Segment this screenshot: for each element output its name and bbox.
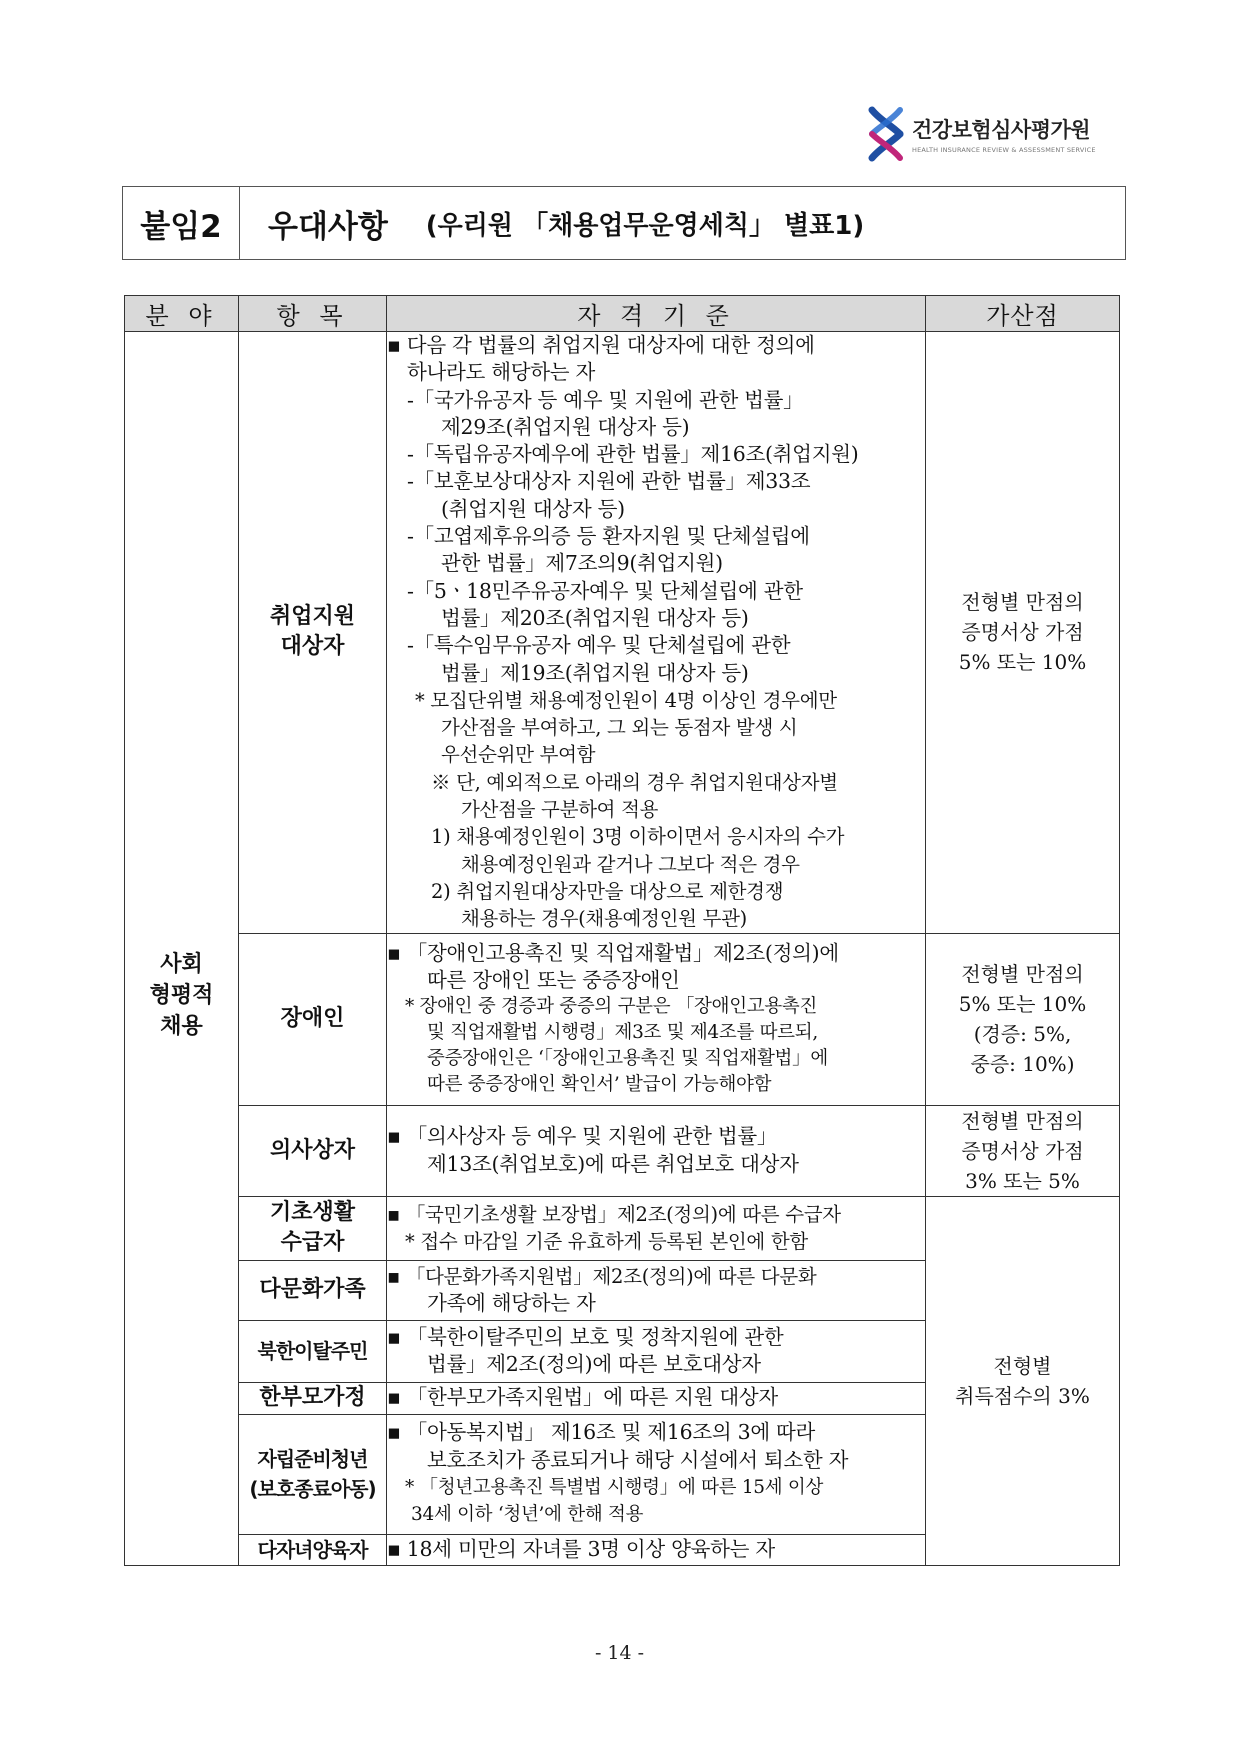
criteria-line: -「국가유공자 등 예우 및 지원에 관한 법률」 [407,387,804,412]
criteria-line: -「고엽제후유의증 등 환자지원 및 단체설립에 [407,524,810,549]
points-line: 전형별 만점의 [961,962,1084,987]
criteria-line: 법률」제2조(정의)에 따른 보호대상자 [427,1352,761,1377]
document-title [240,187,864,259]
criteria-line: 가족에 해당하는 자 [427,1291,596,1316]
criteria-line: 따른 장애인 또는 중증장애인 [427,968,680,993]
criteria-line: (취업지원 대상자 등) [441,496,625,521]
table-header-row [125,296,1120,332]
criteria-note: 가산점을 부여하고, 그 외는 동점자 발생 시 [441,716,798,740]
criteria-line: ▪ 「다문화가족지원법」제2조(정의)에 따른 다문화 [387,1264,817,1288]
field-line: 채용 [160,1014,203,1040]
page-number: - 14 - [594,1642,645,1664]
criteria-note: 채용하는 경우(채용예정인원 무관) [461,907,747,931]
criteria-line: ▪ 다음 각 법률의 취업지원 대상자에 대한 정의에 [387,333,815,357]
title-main: 우대사항 [268,208,388,245]
header-points: 가산점 [926,296,1120,332]
criteria-line: 제13조(취업보호)에 따른 취업보호 대상자 [427,1151,799,1176]
criteria-line: ▪ 「장애인고용촉진 및 직업재활법」제2조(정의)에 [387,940,839,965]
criteria-line: -「독립유공자예우에 관한 법률」제16조(취업지원) [407,442,859,467]
criteria-note: 채용예정인원과 같거나 그보다 적은 경우 [461,852,800,876]
item-disabled [239,933,387,1105]
item-basic-livelihood [239,1196,387,1260]
points-line: (경증: 5%, [973,1022,1072,1047]
item-line: 수급자 [280,1230,345,1256]
points-employment-support [926,332,1120,934]
criteria-line: 보호조치가 종료되거나 해당 시설에서 퇴소한 자 [427,1447,849,1472]
criteria-multicultural-family [387,1260,926,1320]
criteria-line: ▪ 「아동복지법」 제16조 및 제16조의 3에 따라 [387,1420,816,1445]
item-multicultural-family [239,1260,387,1320]
item-line: 취업지원 [269,604,355,630]
attachment-number: 붙임2 [123,187,240,259]
points-line: 취득점수의 3% [955,1383,1090,1408]
item-multi-child-parent [239,1534,387,1565]
points-line: 5% 또는 10% [958,650,1087,675]
criteria-multi-child-parent [387,1534,926,1565]
item-line: 장애인 [280,1006,345,1032]
hira-logo-icon [866,106,906,162]
criteria-note: ※ 단, 예외적으로 아래의 경우 취업지원대상자별 [431,770,838,794]
table-row [125,1196,1120,1260]
criteria-line: ▪ 「한부모가족지원법」에 따른 지원 대상자 [387,1385,778,1410]
criteria-note: * 장애인 중 경증과 중증의 구분은 「장애인고용촉진 [405,996,818,1018]
criteria-line: 법률」제20조(취업지원 대상자 등) [441,605,749,630]
points-disabled [926,933,1120,1105]
points-righteous-casualty [926,1105,1120,1196]
criteria-note: * 「청년고용촉진 특별법 시행령」에 따른 15세 이상 [405,1477,824,1499]
field-line: 형평적 [149,983,214,1009]
field-social-equity [125,332,239,1566]
item-line: 다자녀양육자 [257,1537,368,1562]
criteria-righteous-casualty [387,1105,926,1196]
criteria-line: 제29조(취업지원 대상자 등) [441,414,690,439]
criteria-disabled [387,933,926,1105]
criteria-note: 중증장애인은 ‘「장애인고용촉진 및 직업재활법」에 [427,1048,828,1070]
criteria-note: * 접수 마감일 기준 유효하게 등록된 본인에 한함 [405,1230,808,1254]
item-line: (보호종료아동) [249,1477,376,1502]
criteria-north-korean-defector [387,1320,926,1382]
criteria-employment-support [387,332,926,934]
header-item: 항 목 [239,296,387,332]
criteria-note: 1) 채용예정인원이 3명 이하이면서 응시자의 수가 [431,825,845,849]
criteria-line: ▪ 「의사상자 등 예우 및 지원에 관한 법률」 [387,1124,778,1149]
criteria-note: 우선순위만 부여함 [441,743,596,767]
item-righteous-casualty [239,1105,387,1196]
criteria-line: -「특수임무유공자 예우 및 단체설립에 관한 [407,633,791,658]
criteria-note: 2) 취업지원대상자만을 대상으로 제한경쟁 [431,879,784,903]
points-line: 전형별 만점의 [961,590,1084,615]
criteria-line: -「보훈보상대상자 지원에 관한 법률」제33조 [407,469,811,494]
points-line: 전형별 만점의 [961,1108,1084,1133]
item-line: 한부모가정 [259,1385,366,1411]
table-row [125,933,1120,1105]
item-line: 기초생활 [269,1200,355,1226]
criteria-single-parent [387,1382,926,1414]
criteria-line: -「5ㆍ18민주유공자예우 및 단체설립에 관한 [407,578,803,603]
criteria-note: 및 직업재활법 시행령」제3조 및 제4조를 따르되, [427,1022,818,1044]
criteria-note: 34세 이하 ‘청년’에 한해 적용 [411,1504,644,1526]
item-employment-support [239,332,387,934]
points-line: 증명서상 가점 [961,1138,1084,1163]
item-single-parent [239,1382,387,1414]
criteria-line: 하나라도 해당하는 자 [407,360,595,385]
header-criteria: 자 격 기 준 [387,296,926,332]
field-line: 사회 [160,952,203,978]
criteria-basic-livelihood [387,1196,926,1260]
points-line: 전형별 [993,1353,1052,1378]
header-field: 분 야 [125,296,239,332]
points-line: 3% 또는 5% [965,1168,1080,1193]
document-title-box [122,186,1126,260]
criteria-youth-independence [387,1414,926,1534]
criteria-line: 관한 법률」제7조의9(취업지원) [441,551,723,576]
criteria-note: 가산점을 구분하여 적용 [461,798,659,822]
item-north-korean-defector [239,1320,387,1382]
item-line: 의사상자 [269,1137,355,1163]
item-line: 대상자 [280,634,345,660]
item-youth-independence [239,1414,387,1534]
points-line: 5% 또는 10% [958,992,1087,1017]
criteria-line: ▪ 「북한이탈주민의 보호 및 정착지원에 관한 [387,1324,784,1349]
table-row [125,332,1120,934]
item-line: 북한이탈주민 [257,1339,368,1364]
logo-name: 건강보험심사평가원 [912,118,1091,142]
points-line: 증명서상 가점 [961,620,1084,645]
criteria-note: 따른 중증장애인 확인서’ 발급이 가능해야함 [427,1074,772,1096]
criteria-line: ▪ 18세 미만의 자녀를 3명 이상 양육하는 자 [387,1536,775,1561]
criteria-line: 법률」제19조(취업지원 대상자 등) [441,660,749,685]
logo-subtitle: HEALTH INSURANCE REVIEW & ASSESSMENT SERVICE [912,146,1096,154]
points-shared [926,1196,1120,1565]
criteria-note: * 모집단위별 채용예정인원이 4명 이상인 경우에만 [415,688,837,712]
item-line: 자립준비청년 [257,1447,368,1472]
organization-logo [866,106,1116,162]
preference-table [124,295,1120,1566]
criteria-line: ▪ 「국민기초생활 보장법」제2조(정의)에 따른 수급자 [387,1202,841,1226]
points-line: 중증: 10%) [970,1052,1075,1077]
table-row [125,1105,1120,1196]
item-line: 다문화가족 [259,1277,366,1303]
title-sub: (우리원 「채용업무운영세칙」 별표1) [425,210,865,241]
